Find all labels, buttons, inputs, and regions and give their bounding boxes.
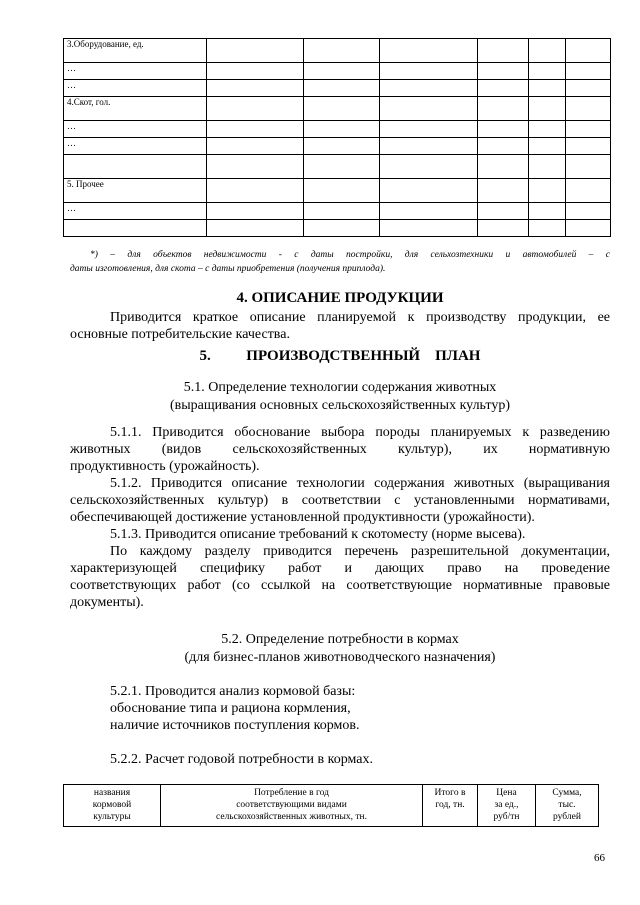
asset-value-cell [380, 63, 478, 80]
p-docs-line-3: соответствующих работ (со ссылкой на соответствующие нормативные правовые [70, 578, 610, 593]
section-5-title: ПРОИЗВОДСТВЕННЫЙ ПЛАН [246, 348, 481, 364]
feed-requirement-table [63, 784, 599, 827]
p521-line-1: 5.2.1. Проводится анализ кормовой базы: [110, 684, 356, 699]
assets-table-row [64, 203, 611, 220]
subsection-5-1-heading [70, 379, 610, 415]
asset-value-cell [380, 121, 478, 138]
p513-line-1: 5.1.3. Приводится описание требований к скотоместу (норме высева). [110, 527, 526, 542]
asset-value-cell [304, 63, 380, 80]
asset-value-cell [529, 155, 566, 179]
asset-value-cell [380, 203, 478, 220]
paragraph-5-1-1 [70, 424, 610, 475]
asset-value-cell [207, 97, 304, 121]
header-text: тыс. [558, 800, 576, 810]
paragraph-5-2-2: 5.2.2. Расчет годовой потребности в кормах. [110, 752, 373, 767]
assets-table-row [64, 220, 611, 237]
asset-value-cell [566, 80, 611, 97]
asset-value-cell [478, 179, 529, 203]
p521-line-2: обоснование типа и рациона кормления, [110, 701, 351, 716]
paragraph-permits [70, 543, 610, 611]
page-number: 66 [594, 852, 605, 864]
assets-table-row [64, 179, 611, 203]
asset-name-cell: 4.Скот, гол. [64, 97, 207, 121]
header-total-per-year [423, 785, 478, 827]
subsection-5-2-heading [70, 631, 610, 667]
header-text: Сумма, [552, 788, 582, 798]
header-text: рублей [553, 812, 581, 822]
assets-table-row [64, 155, 611, 179]
asset-value-cell [478, 155, 529, 179]
asset-value-cell [304, 220, 380, 237]
asset-value-cell [304, 39, 380, 63]
asset-value-cell [478, 138, 529, 155]
asset-value-cell [566, 155, 611, 179]
asset-value-cell [207, 63, 304, 80]
footnote-line-1: *) – для объектов недвижимости - с даты постройки, для сельхозтехники и автомобилей – с [90, 250, 610, 260]
header-consumption [161, 785, 423, 827]
asset-value-cell [380, 220, 478, 237]
asset-value-cell [478, 63, 529, 80]
asset-value-cell [207, 39, 304, 63]
asset-value-cell [478, 121, 529, 138]
subsection-5-1-line-2: (выращивания основных сельскохозяйственных культур) [169, 398, 511, 413]
asset-value-cell [529, 179, 566, 203]
p-docs-line-4: документы). [70, 595, 144, 610]
asset-value-cell [207, 155, 304, 179]
p511-line-2: животных (видов сельскохозяйственных культур), их нормативную [70, 442, 610, 457]
footnote-line-2: даты изготовления, для скота – с даты приобретения (получения приплода). [70, 264, 386, 274]
asset-name-cell: … [64, 80, 207, 97]
asset-value-cell [566, 220, 611, 237]
p512-line-1: 5.1.2. Приводится описание технологии содержания животных (выращивания [110, 476, 610, 491]
section-4-text [70, 309, 610, 343]
asset-value-cell [380, 138, 478, 155]
asset-name-cell: 3.Оборудование, ед. [64, 39, 207, 63]
p-docs-line-1: По каждому разделу приводится перечень разрешительной документации, [110, 544, 610, 559]
assets-table [63, 38, 611, 237]
asset-value-cell [566, 138, 611, 155]
asset-value-cell [478, 220, 529, 237]
asset-value-cell [207, 220, 304, 237]
header-feed-crop-name [64, 785, 161, 827]
section-5-heading [70, 348, 610, 365]
asset-name-cell: … [64, 121, 207, 138]
asset-name-cell: … [64, 138, 207, 155]
header-text: названия [93, 788, 131, 798]
paragraph-5-2-1 [110, 683, 360, 734]
asset-value-cell [304, 80, 380, 97]
paragraph-5-1-3 [70, 526, 610, 543]
p-docs-line-2: характеризующей специфику работ и дающих право на проведение [70, 561, 610, 576]
header-text: кормовой [92, 800, 132, 810]
paragraph-5-1-2 [70, 475, 610, 526]
asset-value-cell [529, 220, 566, 237]
asset-value-cell [207, 80, 304, 97]
asset-value-cell [478, 80, 529, 97]
asset-value-cell [566, 97, 611, 121]
asset-value-cell [380, 39, 478, 63]
asset-value-cell [380, 179, 478, 203]
asset-value-cell [478, 203, 529, 220]
asset-value-cell [304, 179, 380, 203]
asset-value-cell [566, 179, 611, 203]
header-text: Итого в [434, 788, 466, 798]
asset-value-cell [380, 97, 478, 121]
asset-value-cell [566, 39, 611, 63]
asset-value-cell [304, 121, 380, 138]
p512-line-2: сельскохозяйственных культур) в соответствии с установленными нормативами, [70, 493, 610, 508]
header-unit-price [478, 785, 536, 827]
asset-value-cell [304, 203, 380, 220]
section-4-heading: 4. ОПИСАНИЕ ПРОДУКЦИИ [236, 290, 444, 306]
asset-value-cell [566, 203, 611, 220]
asset-value-cell [207, 179, 304, 203]
header-text: год, тн. [435, 800, 465, 810]
asset-value-cell [304, 97, 380, 121]
asset-value-cell [207, 203, 304, 220]
assets-table-row [64, 80, 611, 97]
asset-name-cell: … [64, 63, 207, 80]
subsection-5-2-line-1: 5.2. Определение потребности в кормах [221, 632, 459, 647]
asset-value-cell [529, 121, 566, 138]
assets-table-row [64, 121, 611, 138]
header-text: Потребление в год [254, 788, 329, 798]
asset-value-cell [529, 39, 566, 63]
p511-line-3: продуктивность (урожайность). [70, 459, 260, 474]
subsection-5-2-line-2: (для бизнес-планов животноводческого назначения) [184, 650, 496, 665]
asset-value-cell [529, 80, 566, 97]
asset-value-cell [529, 63, 566, 80]
asset-value-cell [207, 138, 304, 155]
asset-value-cell [207, 121, 304, 138]
asset-value-cell [529, 203, 566, 220]
asset-value-cell [304, 155, 380, 179]
p511-line-1: 5.1.1. Приводится обоснование выбора породы планируемых к разведению [110, 425, 610, 440]
header-text: руб/тн [493, 812, 520, 822]
assets-table-row [64, 138, 611, 155]
section-4-line-1: Приводится краткое описание планируемой к производству продукции, ее [110, 310, 610, 325]
header-text: сельскохозяйственных животных, тн. [216, 812, 367, 822]
asset-value-cell [380, 155, 478, 179]
asset-value-cell [304, 138, 380, 155]
asset-value-cell [380, 80, 478, 97]
asset-value-cell [566, 121, 611, 138]
asset-value-cell [529, 138, 566, 155]
asset-name-cell: 5. Прочее [64, 179, 207, 203]
asset-value-cell [566, 63, 611, 80]
asset-name-cell [64, 155, 207, 179]
subsection-5-1-line-1: 5.1. Определение технологии содержания животных [183, 380, 497, 395]
header-sum [536, 785, 599, 827]
asset-value-cell [529, 97, 566, 121]
asset-name-cell: … [64, 203, 207, 220]
footnote [70, 248, 610, 276]
header-text: культуры [93, 812, 131, 822]
asset-value-cell [478, 97, 529, 121]
assets-table-row [64, 63, 611, 80]
section-5-number: 5. [199, 348, 211, 364]
p512-line-3: обеспечивающей достижение установленной продуктивности (урожайности). [70, 510, 535, 525]
header-text: соответствующими видами [236, 800, 347, 810]
assets-table-row [64, 39, 611, 63]
p521-line-3: наличие источников поступления кормов. [110, 718, 360, 733]
asset-value-cell [478, 39, 529, 63]
asset-name-cell [64, 220, 207, 237]
header-text: за ед., [494, 800, 519, 810]
feed-table-header-row [64, 785, 599, 827]
assets-table-row [64, 97, 611, 121]
header-text: Цена [496, 788, 517, 798]
section-4-line-2: основные потребительские качества. [70, 327, 290, 342]
